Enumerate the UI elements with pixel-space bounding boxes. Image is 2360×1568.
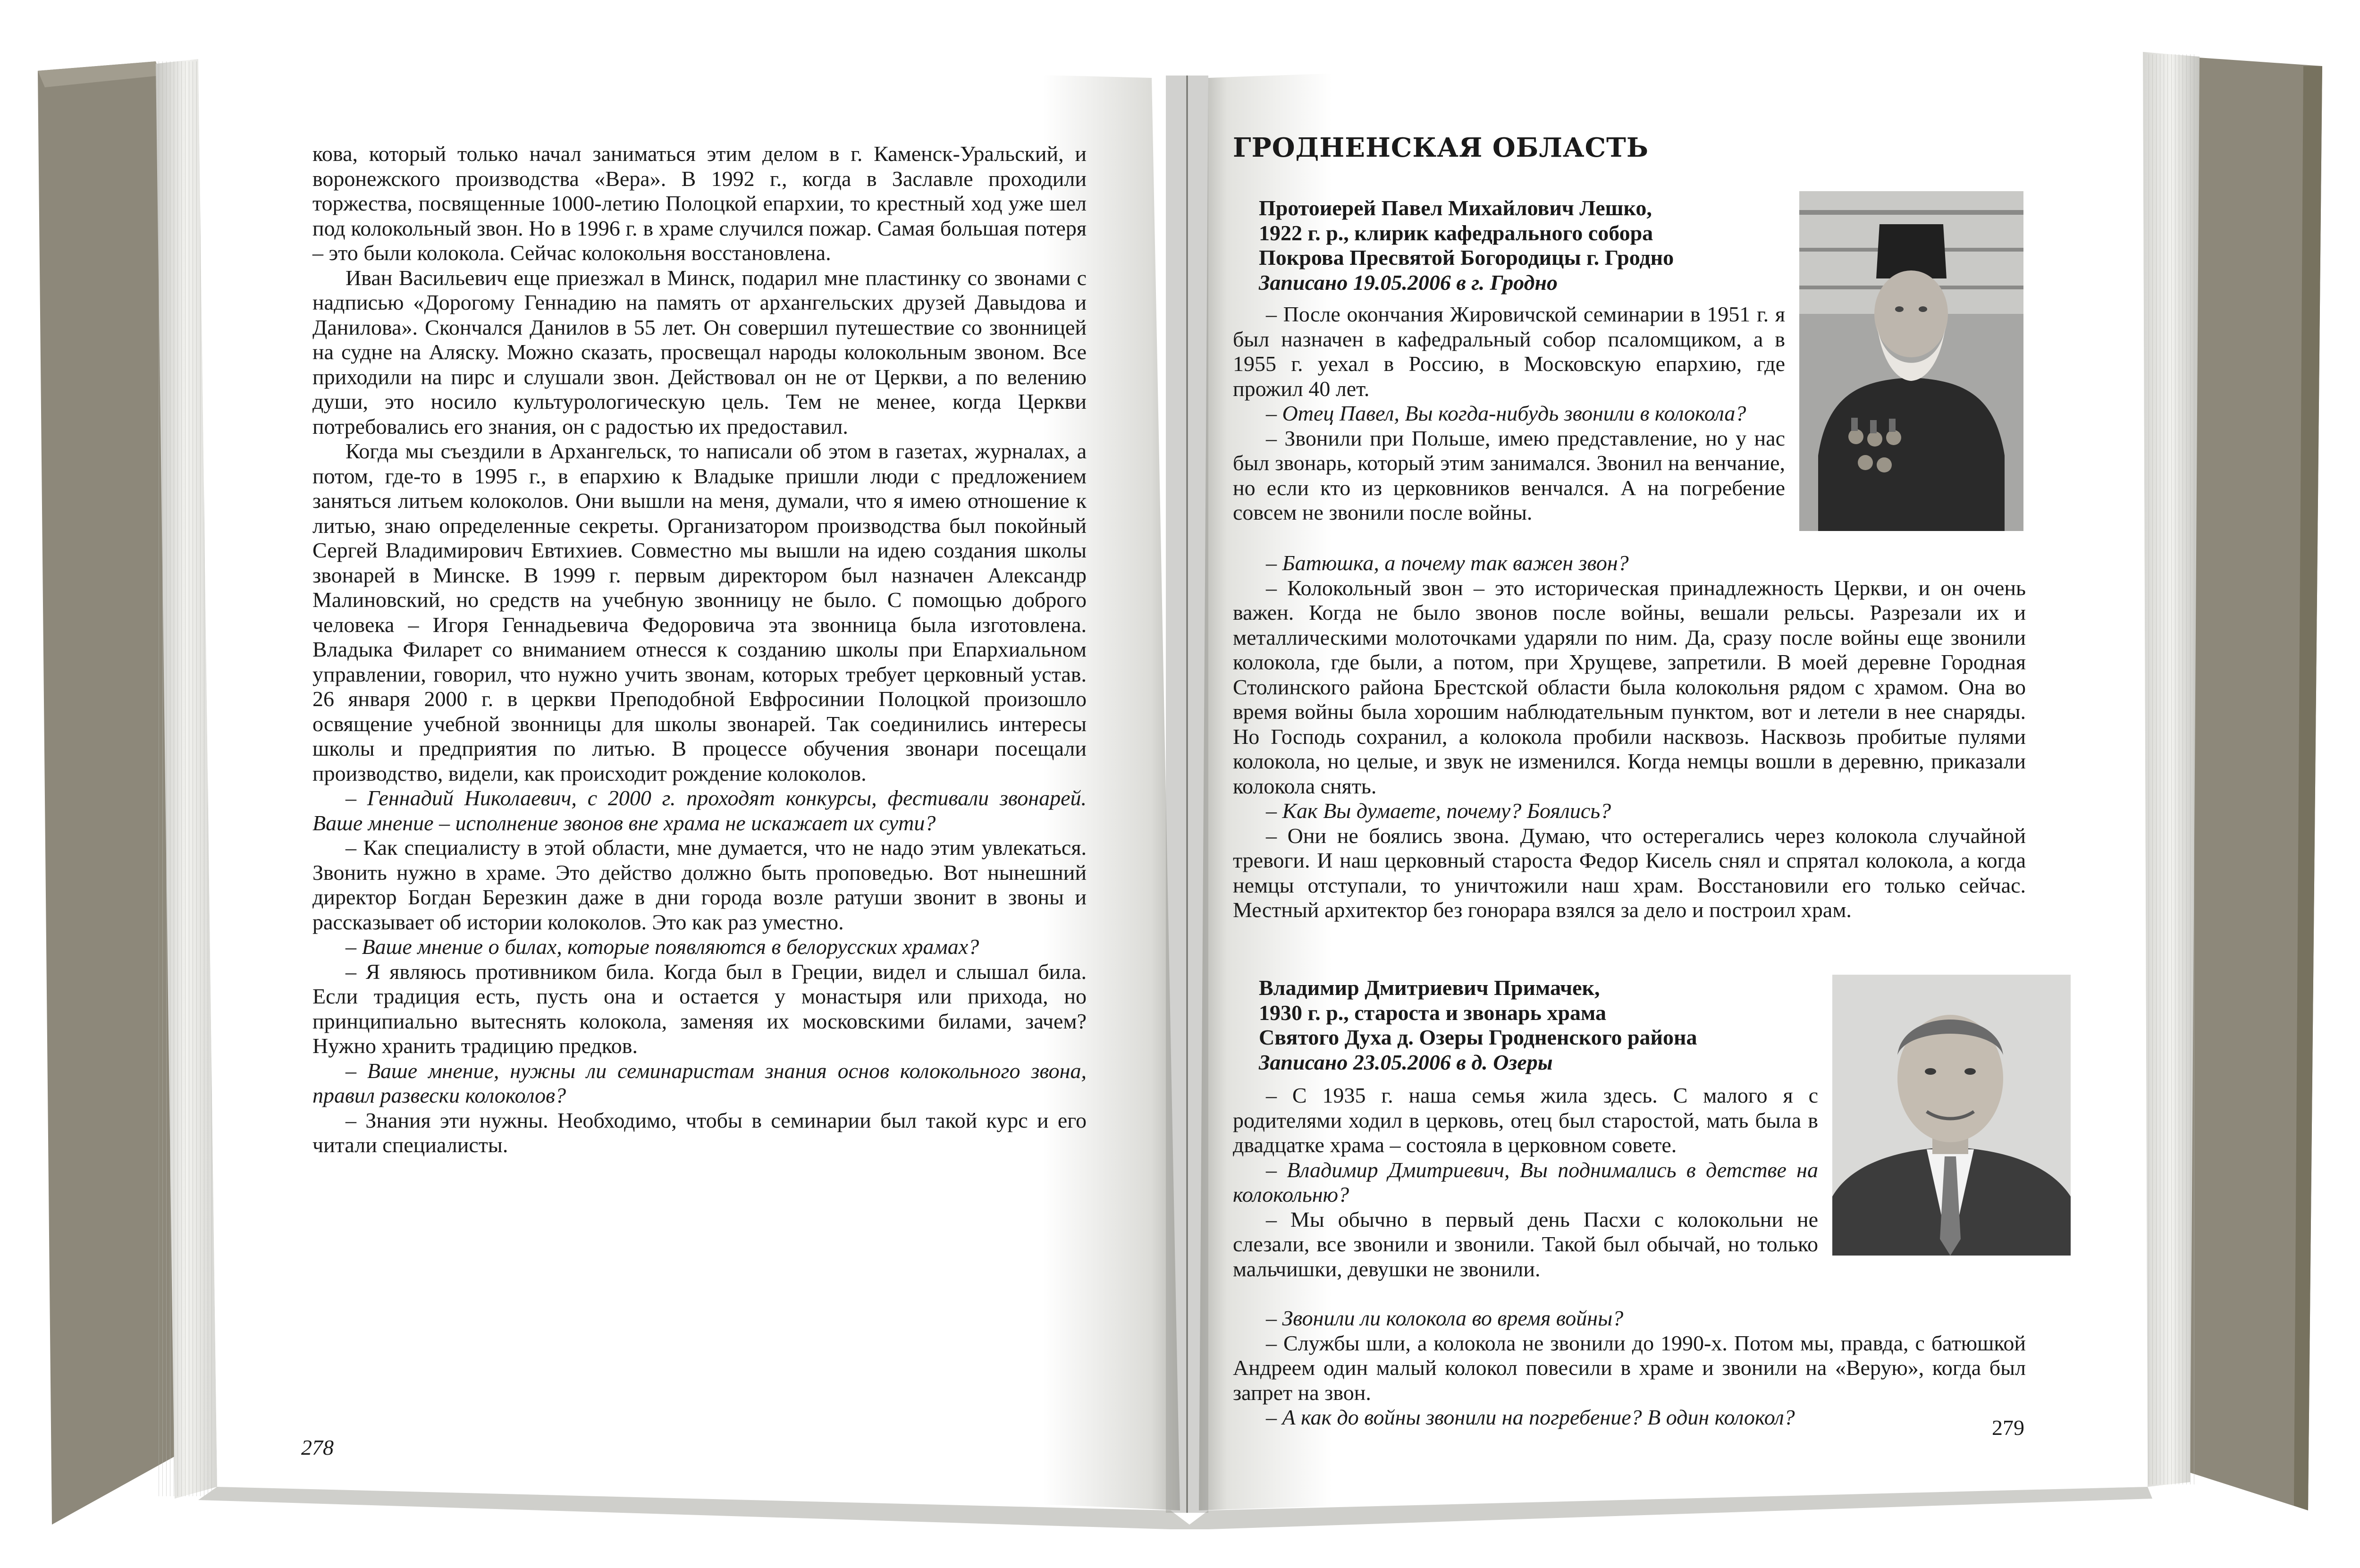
question-paragraph: – Звонили ли колокола во время войны? [1266,1306,1624,1330]
text-paragraph: Иван Васильевич еще приезжал в Минск, подарил мне пластинку со звонами с надписью «Дорогому Геннадию на память от архангельских друзей Давыдова и Данилова». Скончался Данилов в 55 лет. Он совершил путешествие со звонницей на судне на Аляску. Можно сказать, просвещал народы колокольным звоном. Все приходили на пирс и слушали звон. Действовал он не от Церкви, а по велению души, это носило культурологическую цель. Тем не менее, когда Церкви потребовались его знания, он с радостью их предоставил. [312,265,1087,438]
text-paragraph: – Службы шли, а колокола не звонили до 1990-х. Потом мы, правда, с батюшкой Андреем один малый колокол повесили в храме и звонили на «Верую», когда был запрет на звон. [1233,1331,2026,1405]
question-paragraph: – Геннадий Николаевич, с 2000 г. проходят конкурсы, фестивали звонарей. Ваше мнение – исполнение звонов вне храма не искажает их сути? [312,786,1087,835]
question-paragraph: – Как Вы думаете, почему? Боялись? [1266,799,1611,823]
question-paragraph: – Владимир Дмитриевич, Вы поднимались в детстве на колокольню? [1233,1157,1818,1206]
text-paragraph: – Они не боялись звона. Думаю, что остерегались через колокола случайной тревоги. И наш церковный староста Федор Кисель снял и спрятал колокола, а когда немцы отступали, то уничтожили наш храм. Восстановили его только сейчас. Местный архитектор без гонорара взялся за дело и построил храм. [1233,823,2026,922]
priest-photo-graphic [1799,191,2023,531]
section-title: ГРОДНЕНСКАЯ ОБЛАСТЬ [1233,132,1649,163]
question-paragraph: – А как до войны звонили на погребение? В один колокол? [1266,1405,1795,1429]
entry1-text-full [1233,551,2026,923]
entry2-heading-line: Владимир Дмитриевич Примачек, [1259,976,1600,1000]
question-paragraph: – Батюшка, а почему так важен звон? [1266,551,1629,575]
text-paragraph: – После окончания Жировичской семинарии в 1951 г. я был назначен в кафедральный собор псаломщиком, а в 1955 г. уехал в Россию, в Московскую епархию, где прожил 40 лет. [1233,302,1785,401]
right-page [1189,71,2185,1496]
left-page-text [312,142,1087,1158]
portrait-photo-priest [1799,191,2023,531]
entry2-heading [1259,976,1697,1075]
page-number-left: 278 [301,1435,334,1459]
text-paragraph: – Мы обычно в первый день Пасхи с колокольни не слезали, все звонили и звонили. Такой был обычай, но только мальчишки, девушки не звонили. [1233,1207,1818,1281]
entry1-heading-line: Покрова Пресвятой Богородицы г. Гродно [1259,245,1674,270]
text-paragraph: – Я являюсь противником била. Когда был в Греции, видел и слышал била. Если традиция есть, пусть она и остается у монастыря или прихода, но принципиально вытеснять колокола, заменяя их московскими билами, зачем? Нужно хранить традицию предков. [312,959,1087,1058]
text-paragraph: – С 1935 г. наша семья жила здесь. С малого я с родителями ходил в церковь, отец был старостой, мать была в двадцатке храма – состояла в церковном совете. [1233,1083,1818,1157]
text-paragraph: – Звонили при Польше, имею представление, но у нас был звонарь, который этим занимался. Звонил на венчание, но если кто из церковников венчался. А на погребение совсем не звонили после войны. [1233,426,1785,524]
entry1-heading-line: Протоиерей Павел Михайлович Лешко, [1259,196,1652,220]
entry2-text-wrapped [1233,1083,1818,1281]
entry1-recorded: Записано 19.05.2006 в г. Гродно [1259,270,1558,295]
entry1-heading [1259,196,1674,295]
question-paragraph: – Ваше мнение, нужны ли семинаристам знания основ колокольного звона, правил развески колоколов? [312,1058,1087,1107]
entry2-heading-line: 1930 г. р., староста и звонарь храма [1259,1000,1607,1025]
man-photo-graphic [1832,975,2071,1256]
entry2-text-full [1233,1306,2026,1430]
page-number-right: 279 [1992,1416,2024,1440]
entry2-heading-line: Святого Духа д. Озеры Гродненского района [1259,1025,1697,1049]
left-page [179,71,1171,1496]
question-paragraph: – Ваше мнение о билах, которые появляются в белорусских храмах? [346,935,979,959]
entry1-heading-line: 1922 г. р., клирик кафедрального собора [1259,220,1653,245]
entry1-text-wrapped [1233,302,1785,525]
portrait-photo-man [1832,975,2071,1256]
text-paragraph: кова, который только начал заниматься этим делом в г. Каменск-Уральский, и воронежского производства «Вера». В 1992 г., когда в Заславле проходили торжества, посвященные 1000-летию Полоцкой епархии, то крестный ход уже шел под колокольный звон. Но в 1996 г. в храме случился пожар. Самая большая потеря – это были колокола. Сейчас колокольня восстановлена. [312,142,1087,265]
entry2-recorded: Записано 23.05.2006 в д. Озеры [1259,1050,1553,1074]
text-paragraph: – Как специалисту в этой области, мне думается, что не надо этим увлекаться. Звонить нужно в храме. Это действо должно быть проповедью. Вот нынешний директор Богдан Березкин даже в дни города возле ратуши звонит в звоны и рассказывает об истории колоколов. Это как раз уместно. [312,835,1087,934]
text-paragraph: – Колокольный звон – это историческая принадлежность Церкви, и он очень важен. Когда не было звонов после войны, вешали рельсы. Разрезали их и металлическими молоточками ударяли по ним. Да, сразу после войны еще звонили колокола, где были, а потом, при Хрущеве, запретили. В моей деревне Городная Столинского района Брестской области была колокольня рядом с храмом. Она во время войны была хорошим наблюдательным пунктом, вот и летели в нее снаряды. Но Господь сохранил, а колокола пробили насквозь. Насквозь пробитые пулями колокола, но целые, и звук не изменился. Когда немцы вошли в деревню, приказали колокола снять. [1233,575,2026,798]
question-paragraph: – Отец Павел, Вы когда-нибудь звонили в колокола? [1266,401,1746,425]
text-paragraph: – Знания эти нужны. Необходимо, чтобы в семинарии был такой курс и его читали специалисты. [312,1108,1087,1157]
text-paragraph: Когда мы съездили в Архангельск, то написали об этом в газетах, журналах, а потом, где-то в 1995 г., в епархию к Владыке пришли люди с предложением заняться литьем колоколов. Они вышли на меня, думали, что я имею отношение к литью, знаю определенные секреты. Организатором производства был покойный Сергей Владимирович Евтихиев. Совместно мы вышли на идею создания школы звонарей в Минске. В 1999 г. первым директором был назначен Александр Малиновский, но средств на учебную звонницу не было. С помощью доброго человека – Игоря Геннадьевича Федоровича эта звонница была изготовлена. Владыка Филарет со вниманием отнесся к созданию школы при Епархиальном управлении, говорил, что нужно учить звонам, которых требует церковный устав. 26 января 2000 г. в церкви Преподобной Евфросинии Полоцкой произошло освящение учебной звонницы для школы звонарей. Так соединились интересы школы и предприятия по литью. В процессе обучения звонари посещали производство, видели, как происходит рождение колоколов. [312,439,1087,785]
